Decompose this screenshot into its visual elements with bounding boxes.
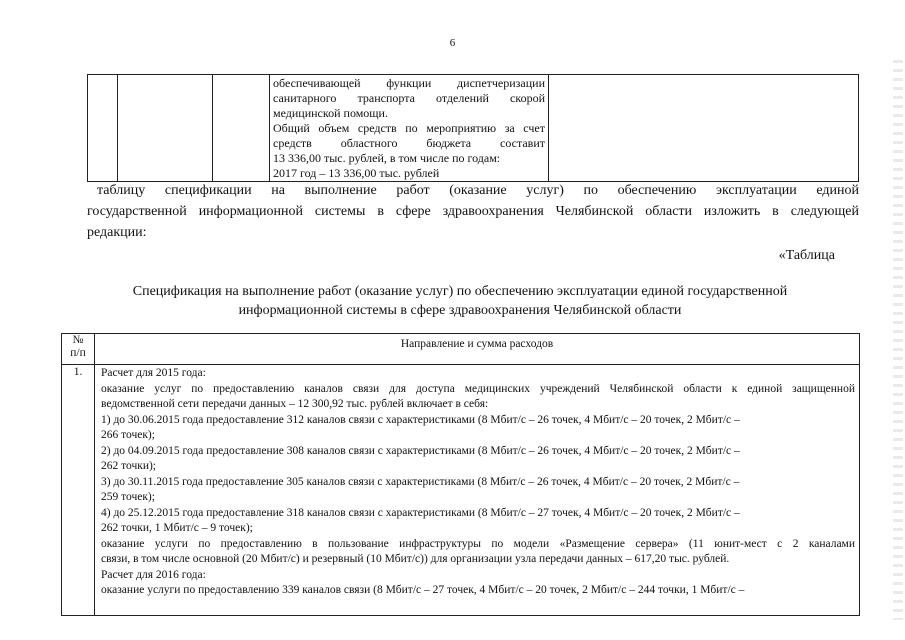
scan-edge-artifact — [893, 60, 903, 620]
top-table-line: 2017 год – 13 336,00 тыс. рублей — [273, 166, 440, 180]
header-number-cell — [62, 334, 95, 365]
top-table-line: 13 336,00 тыс. рублей, в том числе по годам: — [273, 151, 501, 165]
top-table-line: медицинской помощи. — [273, 106, 388, 120]
row-line: 262 точки, 1 Мбит/с – 9 точек); — [101, 522, 253, 534]
page-number: 6 — [449, 37, 456, 49]
top-table-line: обеспечивающей функции диспетчеризации — [273, 76, 545, 90]
header-direction-cell: Направление и сумма расходов — [95, 334, 860, 365]
row-line: 4) до 25.12.2015 года предоставление 318 каналов связи с характеристиками (8 Мбит/с – 27 точек, 4 Мбит/с – 20 точек, 2 Мбит/с – — [101, 506, 740, 519]
title-line-1: Спецификация на выполнение работ (оказание услуг) по обеспечению эксплуатации единой государственной — [132, 284, 788, 299]
specification-table — [61, 333, 860, 616]
row-line: оказание услуги по предоставлению 339 каналов связи (8 Мбит/с – 27 точек, 4 Мбит/с – 20 точек, 2 Мбит/с – 244 точки, 1 Мбит/с – — [101, 584, 745, 596]
paragraph-line-1: таблицу спецификации на выполнение работ (оказание услуг) по обеспечению эксплуатации единой — [97, 183, 859, 198]
table-reference: «Таблица — [778, 248, 835, 263]
row-line: 3) до 30.11.2015 года предоставление 305 каналов связи с характеристиками (8 Мбит/с – 26 точек, 4 Мбит/с – 20 точек, 2 Мбит/с – — [101, 475, 740, 488]
top-table-line: средств областного бюджета составит — [273, 136, 545, 150]
top-table-line: санитарного транспорта отделений скорой — [273, 91, 545, 105]
row-line: Расчет для 2016 года: — [101, 568, 206, 581]
row-line: 2) до 04.09.2015 года предоставление 308 каналов связи с характеристиками (8 Мбит/с – 26 точек, 4 Мбит/с – 20 точек, 2 Мбит/с – — [101, 444, 740, 457]
paragraph-line-2: государственной информационной системы в сфере здравоохранения Челябинской области изложить в следующей — [87, 204, 859, 219]
row-line: Расчет для 2015 года: — [101, 367, 206, 379]
row-line: оказание услуги по предоставлению в пользование инфраструктуры по модели «Размещение сервера» (11 юнит-мест с 2 каналами — [101, 537, 855, 550]
paragraph-line-3: редакции: — [87, 225, 147, 240]
row-line: 266 точек); — [101, 429, 155, 441]
row-line: 262 точки); — [101, 460, 157, 472]
table-header-row — [62, 334, 860, 365]
title-line-2: информационной системы в сфере здравоохранения Челябинской области — [238, 303, 682, 318]
row-content — [95, 365, 860, 616]
row-line: 259 точек); — [101, 491, 155, 503]
top-table-line: Общий объем средств по мероприятию за счет — [273, 121, 545, 135]
table-row — [62, 365, 860, 616]
row-line: связи, в том числе основной (20 Мбит/с) и резервный (10 Мбит/с)) для организации узла передачи данных – 617,20 тыс. рублей. — [101, 553, 730, 565]
header-number-abbr: п/п — [70, 347, 86, 359]
row-line: 1) до 30.06.2015 года предоставление 312 каналов связи с характеристиками (8 Мбит/с – 26 точек, 4 Мбит/с – 20 точек, 2 Мбит/с – — [101, 413, 740, 426]
row-line: ведомственной сети передачи данных – 12 300,92 тыс. рублей включает в себя: — [101, 398, 489, 410]
row-line: оказание услуг по предоставлению каналов связи для доступа медицинских учреждений Челябинской области к единой защищенной — [101, 382, 855, 395]
header-number-symbol: № — [72, 334, 84, 346]
row-number: 1. — [62, 365, 95, 616]
